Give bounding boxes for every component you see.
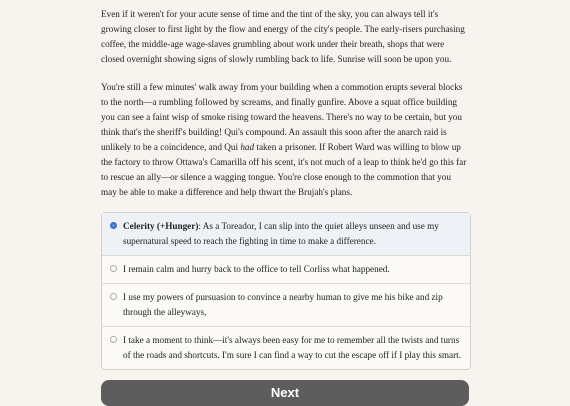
choice-list [101, 212, 471, 370]
story-text [101, 7, 469, 213]
radio-icon[interactable] [110, 265, 117, 272]
choice-text: : As a Toreador, I can slip into the quiet alleys unseen and use my supernatural speed to reach the fighting in time to make a difference. [123, 221, 439, 246]
choice-text: I use my powers of pursuasion to convince a nearby human to give me his bike and zip through the alleyways, [123, 292, 443, 317]
story-paragraph-2 [101, 80, 469, 200]
choice-celerity[interactable] [102, 213, 470, 255]
radio-icon[interactable] [110, 336, 117, 343]
story-paragraph-2-part-a: You're still a few minutes' walk away from your building when a commotion erupts several blocks to the north—a rumbling followed by screams, and finally gunfire. Above a squat office building you can see a faint wisp of smoke rising toward the heavens. There's no way to be certain, but you think that's the sheriff's building! Qui's compound. An assault this soon after the anarch raid is unlikely to be a coincidence, and Qui [101, 82, 463, 152]
choice-label [123, 219, 462, 249]
choice-persuade-bike[interactable] [102, 283, 470, 326]
choice-skill-label: Celerity (+Hunger) [123, 221, 199, 231]
radio-selected-icon[interactable] [110, 222, 117, 229]
choice-text: I remain calm and hurry back to the office to tell Corliss what happened. [123, 264, 390, 274]
radio-icon[interactable] [110, 293, 117, 300]
next-button[interactable]: Next [101, 380, 469, 406]
story-paragraph-2-part-b: taken a prisoner. If Robert Ward was willing to blow up the factory to throw Ottawa's Camarilla off his scent, it's not much of a leap to think he'd go this far to rescue an ally—or silence a wagging tongue. You're close enough to the commotion that you may be able to make a difference and help thwart the Brujah's plans. [101, 142, 467, 197]
choice-think-shortcuts[interactable] [102, 326, 470, 369]
story-paragraph-1: Even if it weren't for your acute sense of time and the tint of the sky, you can always tell it's growing closer to first light by the flow and energy of the city's people. The early-risers purchasing coffee, the middle-age wage-slaves grumbling about work under their breath, shops that were closed overnight showing signs of slowly rumbling back to life. Sunrise will soon be upon you. [101, 9, 465, 64]
choice-text: I take a moment to think—it's always been easy for me to remember all the twists and turns of the roads and shortcuts. I'm sure I can find a way to cut the escape off if I play this smart. [123, 335, 462, 360]
choice-tell-corliss[interactable] [102, 255, 470, 283]
story-emphasis: had [240, 142, 255, 152]
